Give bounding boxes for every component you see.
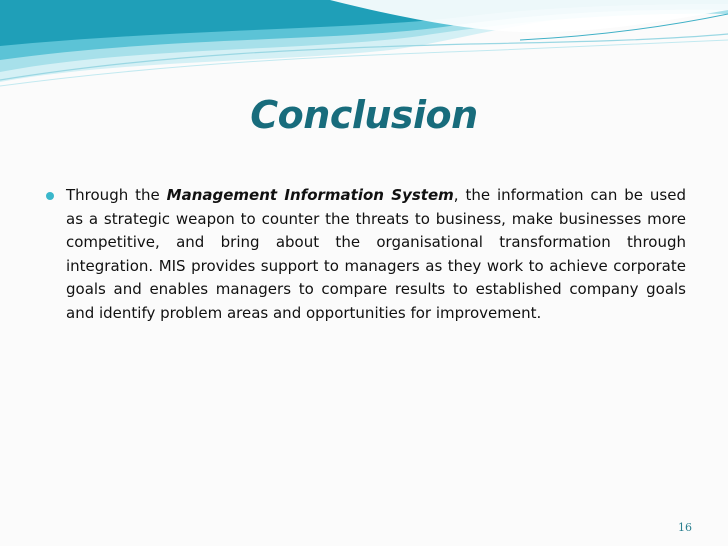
header-wave-decoration xyxy=(0,0,728,90)
bullet-icon xyxy=(46,192,54,200)
page-number: 16 xyxy=(678,521,692,534)
bullet-rest-text: , the information can be used as a strategic weapon to counter the threats to business, make businesses more competitive, and bring about the organisational transformation through integration. MIS provides support to managers as they work to achieve corporate goals and enables managers to compare results to established company goals and identify problem areas and opportunities for improvement. xyxy=(66,186,686,322)
bullet-item xyxy=(66,184,686,325)
emphasized-term: Management Information System xyxy=(166,186,454,204)
slide-title: Conclusion xyxy=(250,93,478,137)
bullet-lead-text: Through the xyxy=(66,186,167,204)
bullet-list xyxy=(46,184,686,325)
